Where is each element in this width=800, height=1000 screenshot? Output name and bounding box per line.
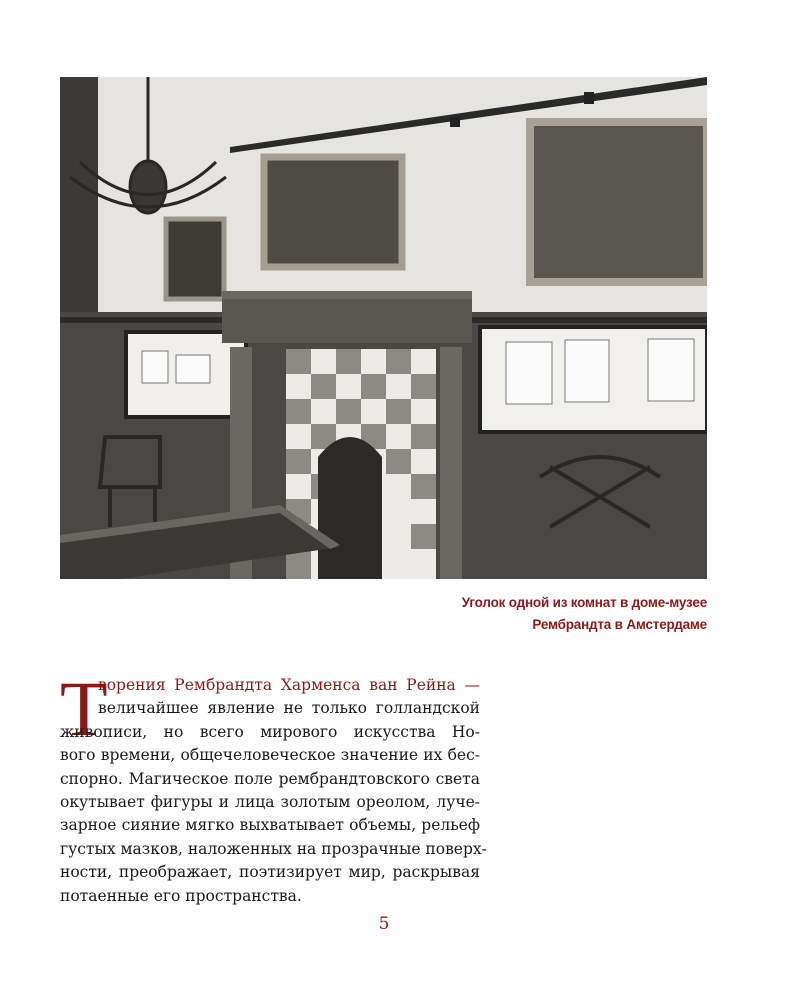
paragraph-line: величайшее явление не только голландской <box>98 699 480 718</box>
paragraph-line: вого времени, общечеловеческое значение их бес- <box>60 746 480 765</box>
paragraph-line: спорно. Магическое поле рембрандтовского света <box>60 769 480 788</box>
paragraph-line: окутывает фигуры и лица золотым ореолом, луче- <box>60 793 480 812</box>
interior-photo-icon <box>60 77 707 579</box>
paragraph-line: ности, преображает, поэтизирует мир, раскрывая <box>60 863 480 882</box>
drop-cap-letter: Т <box>60 665 108 752</box>
museum-interior-photo <box>60 77 707 579</box>
page-number: 5 <box>378 914 390 934</box>
paragraph-line: живописи, но всего мирового искусства Но- <box>60 722 480 741</box>
paragraph-line: зарное сияние мягко выхватывает объемы, рельеф <box>60 816 480 835</box>
body-paragraph <box>60 665 487 908</box>
paragraph-line: потаенные его пространства. <box>60 886 302 905</box>
photo-caption <box>380 592 707 636</box>
paragraph-line: густых мазков, наложенных на прозрачные поверх- <box>60 839 487 858</box>
caption-line-1: Уголок одной из комнат в доме-музее <box>461 595 707 610</box>
paragraph-line: ворения Рембрандта Харменса ван Рейна — <box>98 676 480 694</box>
caption-line-2: Рембрандта в Амстердаме <box>532 617 707 632</box>
